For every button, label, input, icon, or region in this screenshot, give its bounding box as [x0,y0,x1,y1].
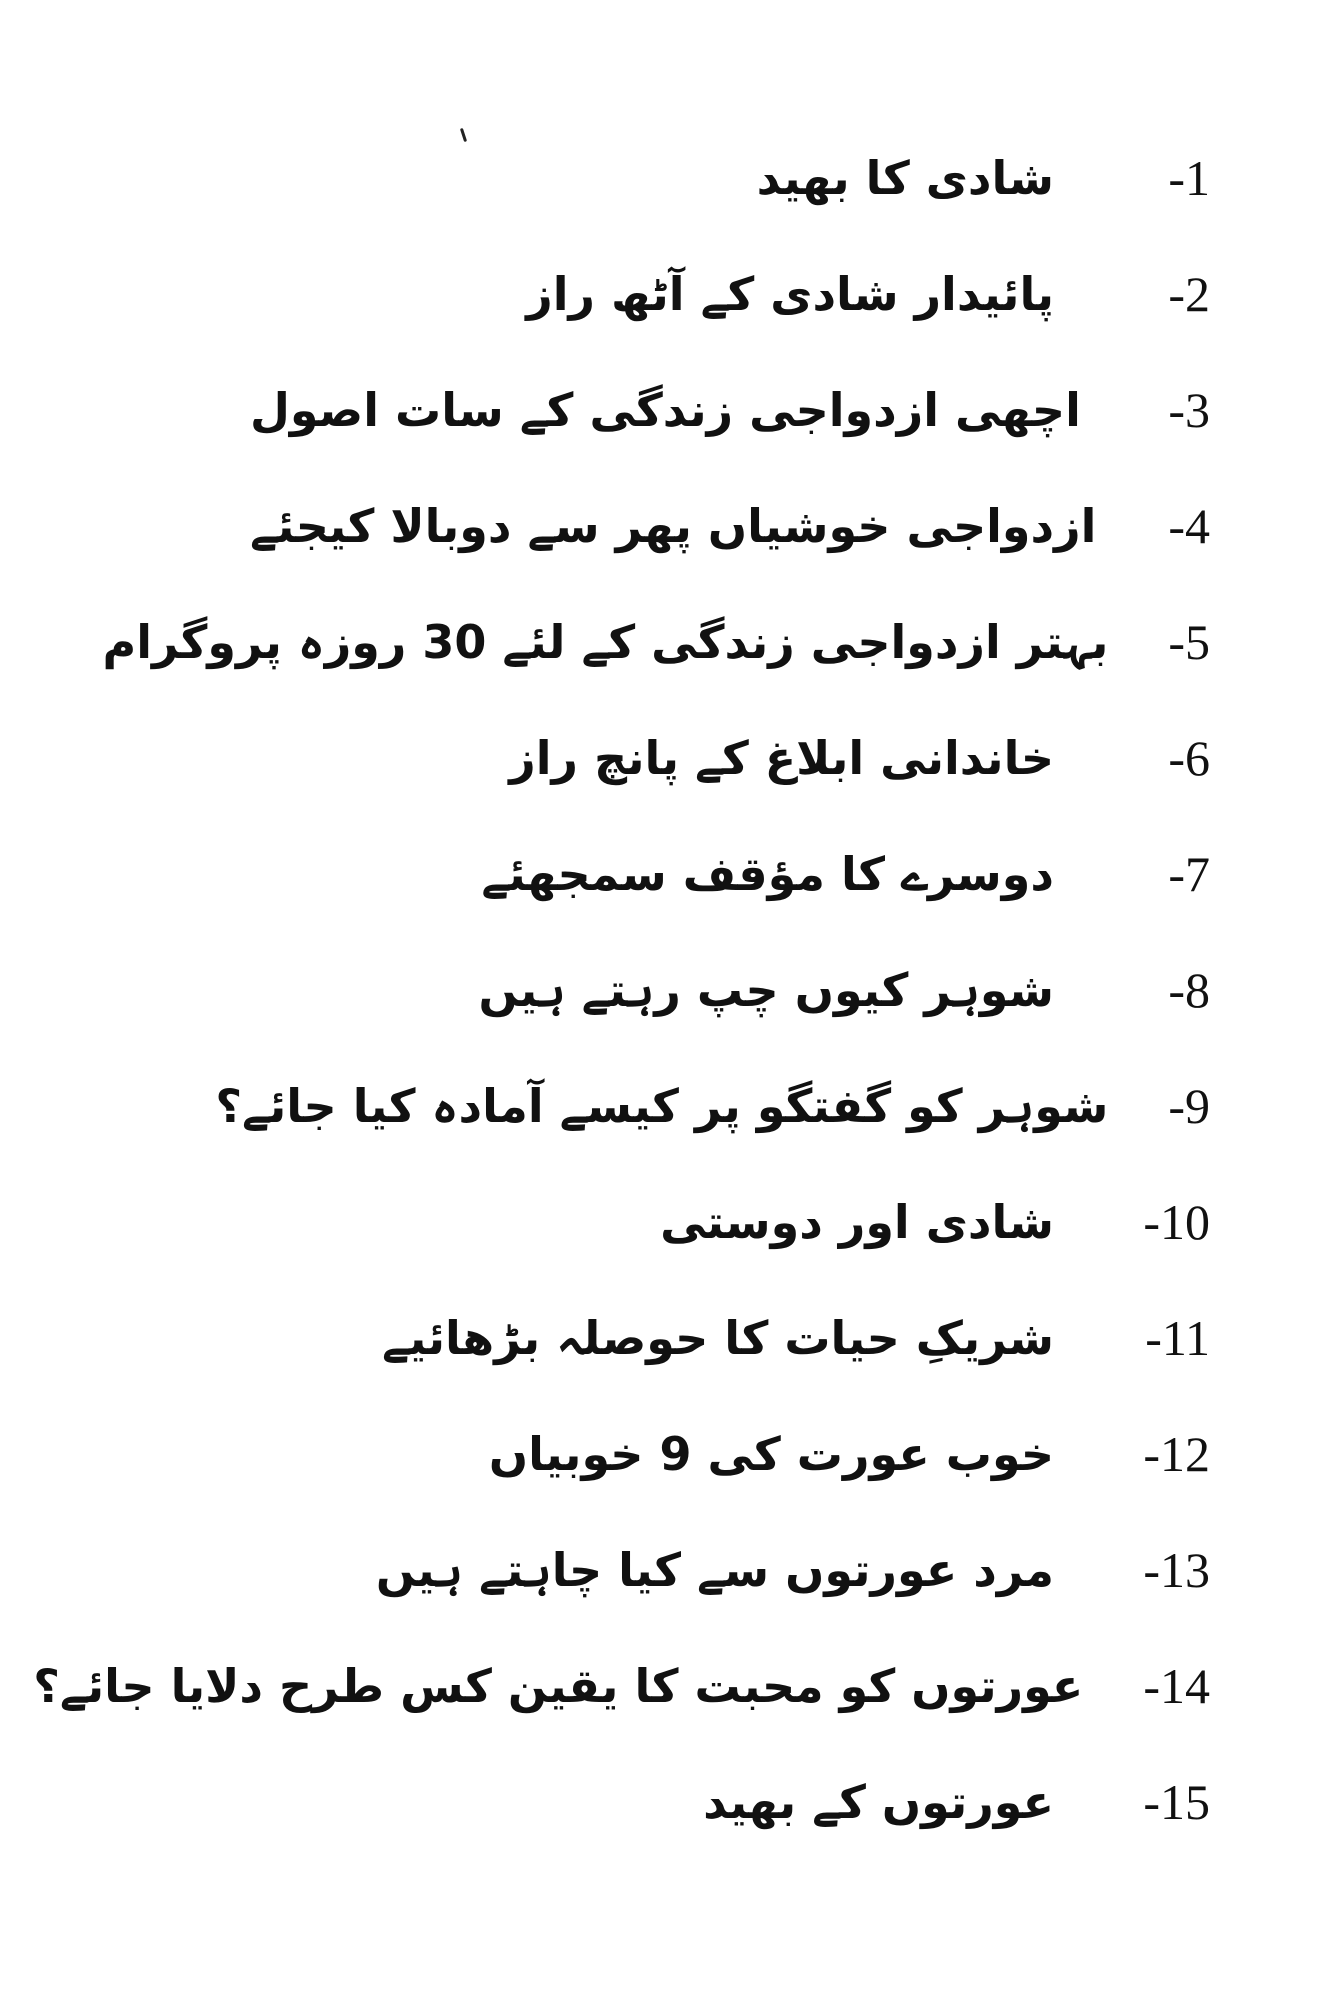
toc-item-title: عورتوں کو محبت کا یقین کس طرح دلایا جائے؟ [33,1659,1084,1713]
toc-item [33,1628,1210,1744]
toc-item-number: -6 [1168,730,1210,786]
toc-item [215,1048,1210,1164]
toc-item [250,120,1210,236]
toc-item-number: -9 [1168,1078,1210,1134]
toc-item-title: شوہر کو گفتگو پر کیسے آمادہ کیا جائے؟ [215,1079,1109,1133]
toc-item-title: مرد عورتوں سے کیا چاہتے ہیں [375,1543,1054,1597]
toc-item-title: اچھی ازدواجی زندگی کے سات اصول [250,383,1081,437]
toc-item [250,700,1210,816]
toc-item-title: خاندانی ابلاغ کے پانچ راز [509,731,1054,785]
toc-item [250,1280,1210,1396]
toc-item-title: خوب عورت کی 9 خوبیاں [488,1427,1054,1481]
toc-item-title: شادی اور دوستی [660,1195,1054,1249]
toc-item-title: شریکِ حیات کا حوصلہ بڑھائیے [382,1311,1054,1365]
toc-item-title: شادی کا بھید [756,151,1054,205]
toc-item [250,1396,1210,1512]
toc-item-number: -4 [1168,498,1210,554]
toc-item-number: -1 [1168,150,1210,206]
toc-item-number: -7 [1168,846,1210,902]
toc-item-title: بہتر ازدواجی زندگی کے لئے 30 روزہ پروگرام [102,615,1109,669]
toc-item-number: -3 [1168,382,1210,438]
toc-item-title: عورتوں کے بھید [703,1775,1054,1829]
toc-item-number: -10 [1143,1194,1210,1250]
toc-item-number: -12 [1143,1426,1210,1482]
toc-item-number: -8 [1168,962,1210,1018]
toc-item [250,1512,1210,1628]
toc-item [250,236,1210,352]
toc-item-title: شوہر کیوں چپ رہتے ہیں [478,963,1054,1017]
toc-item-number: -15 [1143,1774,1210,1830]
toc-item-title: دوسرے کا مؤقف سمجھئے [481,847,1054,901]
toc-item [250,468,1210,584]
toc-item-title: پائیدار شادی کے آٹھ راز [526,267,1054,321]
toc-item [250,1164,1210,1280]
toc-item [250,352,1210,468]
toc-item-title: ازدواجی خوشیاں پھر سے دوبالا کیجئے [250,499,1097,553]
toc-item [250,1744,1210,1860]
toc-item-number: -13 [1143,1542,1210,1598]
toc-item [250,932,1210,1048]
toc-item-number: -5 [1168,614,1210,670]
toc-item-number: -2 [1168,266,1210,322]
toc-item [102,584,1210,700]
table-of-contents [33,120,1210,1860]
toc-item-number: -11 [1145,1310,1210,1366]
toc-item-number: -14 [1143,1658,1210,1714]
toc-item [250,816,1210,932]
